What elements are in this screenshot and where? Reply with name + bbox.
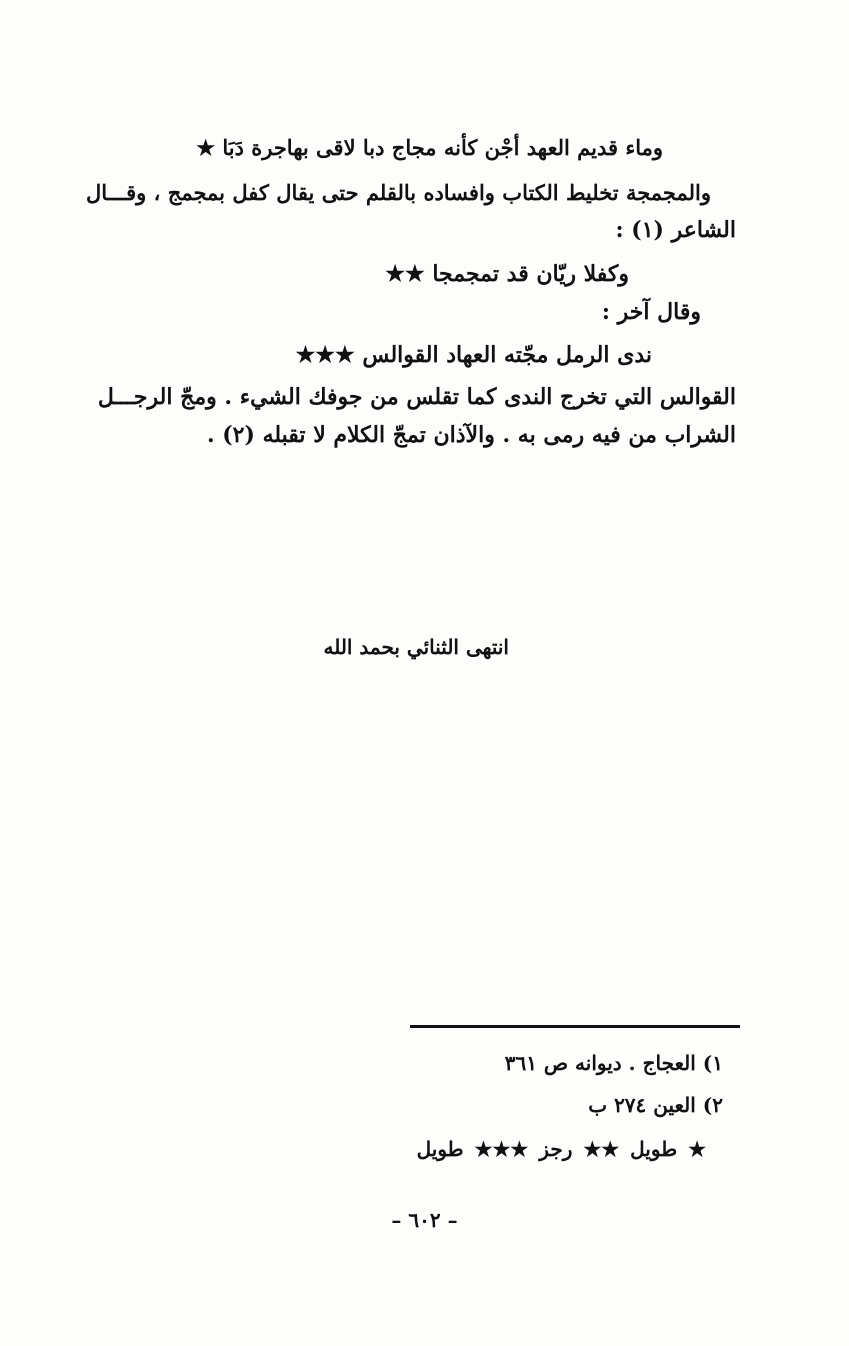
meter-legend: ★ طويل ★★ رجز ★★★ طويل (416, 1137, 706, 1161)
page-number: – ٦٠٢ – (391, 1208, 458, 1232)
footnote-1: ١) العجاج . ديوانه ص ٣٦١ (504, 1051, 723, 1075)
footnote-2: ٢) العين ٢٧٤ ب (588, 1093, 723, 1117)
prose-line-3: القوالس التي تخرج الندى كما تقلس من جوفك الشيء . ومجّ الرجـــل (97, 384, 736, 410)
prose-line-1-continuation: الشاعر (١) : (615, 217, 736, 243)
prose-line-2: وقال آخر : (601, 299, 701, 325)
prose-line-1: والمجمجة تخليط الكتاب وافساده بالقلم حتى يقال كفل بمجمج ، وقـــال (86, 180, 711, 205)
verse-line-2: وكفلا ريّان قد تمجمجا ★★ (385, 261, 629, 287)
verse-line-3: ندى الرمل مجّته العهاد القوالس ★★★ (295, 342, 652, 368)
footnote-separator (410, 1025, 740, 1028)
verse-line-1: وماء قديم العهد أجْن كأنه مجاج دبا لاقى بهاجرة دَبَا ★ (196, 135, 663, 160)
closing-line: انتهى الثنائي بحمد الله (323, 635, 509, 659)
prose-line-3-continuation: الشراب من فيه رمى به . والآذان تمجّ الكلام لا تقبله (٢) . (206, 422, 736, 448)
